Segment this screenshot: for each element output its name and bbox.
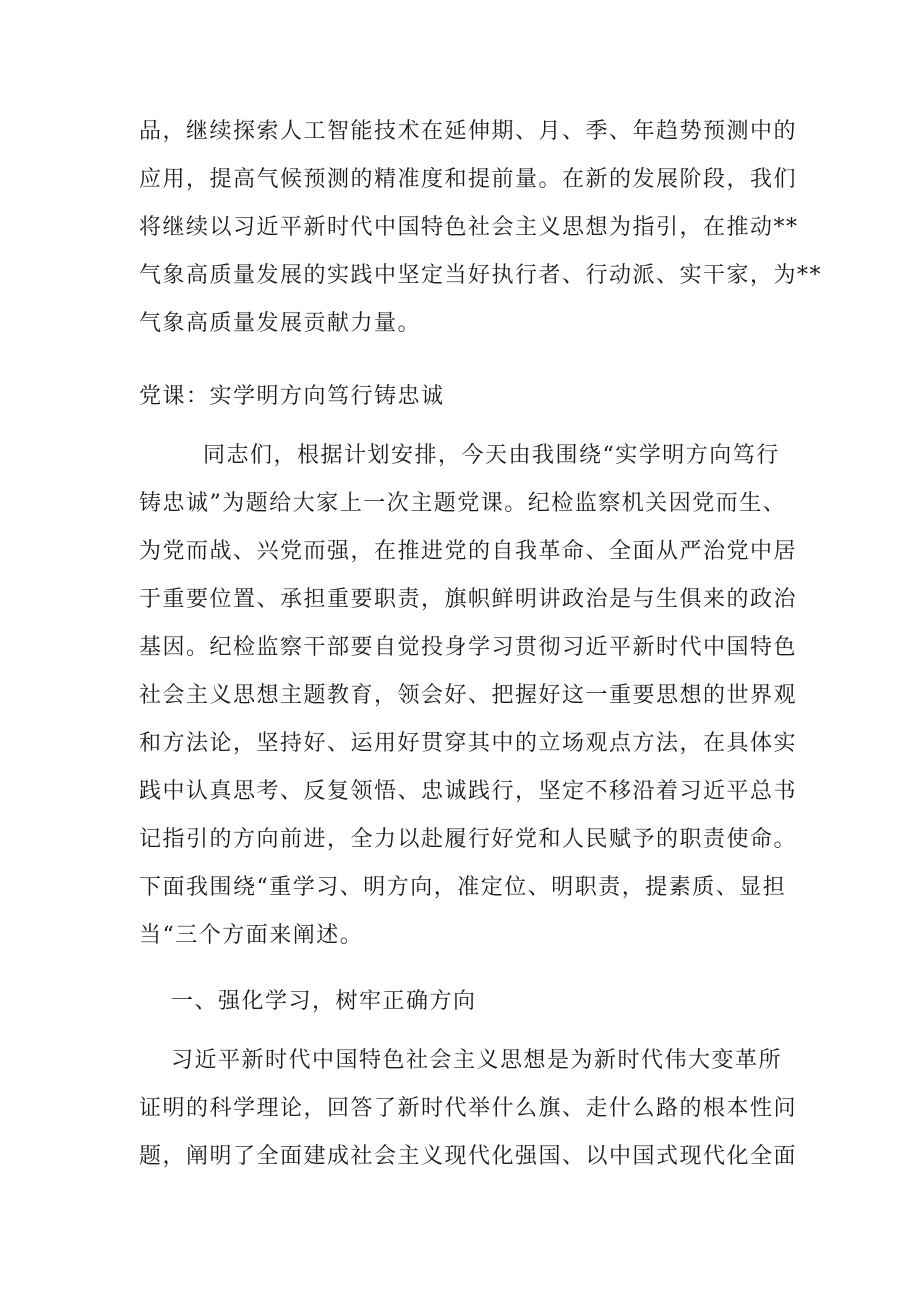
opening-line-9: 记指引的方向前进，全力以赴履行好党和人民赋予的职责使命。 [139, 827, 798, 852]
opening-line-8: 践中认真思考、反复领悟、忠诚践行，坚定不移沿着习近平总书 [139, 779, 798, 804]
opening-line-1: 同志们，根据计划安排，今天由我围绕“实学明方向笃行 [203, 443, 780, 468]
intro-line-2: 应用，提高气候预测的精准度和提前量。在新的发展阶段，我们 [139, 167, 798, 192]
lesson-title: 党课：实学明方向笃行铸忠诚 [139, 384, 445, 409]
opening-line-6: 社会主义思想主题教育，领会好、把握好这一重要思想的世界观 [139, 683, 798, 708]
intro-line-4: 气象高质量发展的实践中坚定当好执行者、行动派、实干家，为** [139, 263, 823, 288]
section-one-line-1: 习近平新时代中国特色社会主义思想是为新时代伟大变革所 [171, 1048, 783, 1073]
intro-line-3: 将继续以习近平新时代中国特色社会主义思想为指引，在推动** [139, 215, 799, 240]
section-one-heading: 一、强化学习，树牢正确方向 [171, 989, 477, 1014]
section-one-line-3: 题，阐明了全面建成社会主义现代化强国、以中国式现代化全面 [139, 1144, 798, 1169]
opening-line-11: 当“三个方面来阐述。 [139, 923, 364, 948]
section-one-line-2: 证明的科学理论，回答了新时代举什么旗、走什么路的根本性问 [139, 1096, 798, 1121]
opening-line-5: 基因。纪检监察干部要自觉投身学习贯彻习近平新时代中国特色 [139, 635, 798, 660]
opening-line-4: 于重要位置、承担重要职责，旗帜鲜明讲政治是与生俱来的政治 [139, 587, 798, 612]
opening-line-10: 下面我围绕“重学习、明方向，准定位、明职责，提素质、显担 [139, 875, 787, 900]
intro-line-5: 气象高质量发展贡献力量。 [139, 311, 422, 336]
intro-line-1: 品，继续探索人工智能技术在延伸期、月、季、年趋势预测中的 [139, 119, 798, 144]
opening-line-7: 和方法论，坚持好、运用好贯穿其中的立场观点方法，在具体实 [139, 731, 798, 756]
opening-line-3: 为党而战、兴党而强，在推进党的自我革命、全面从严治党中居 [139, 539, 798, 564]
opening-line-2: 铸忠诚”为题给大家上一次主题党课。纪检监察机关因党而生、 [139, 491, 787, 516]
